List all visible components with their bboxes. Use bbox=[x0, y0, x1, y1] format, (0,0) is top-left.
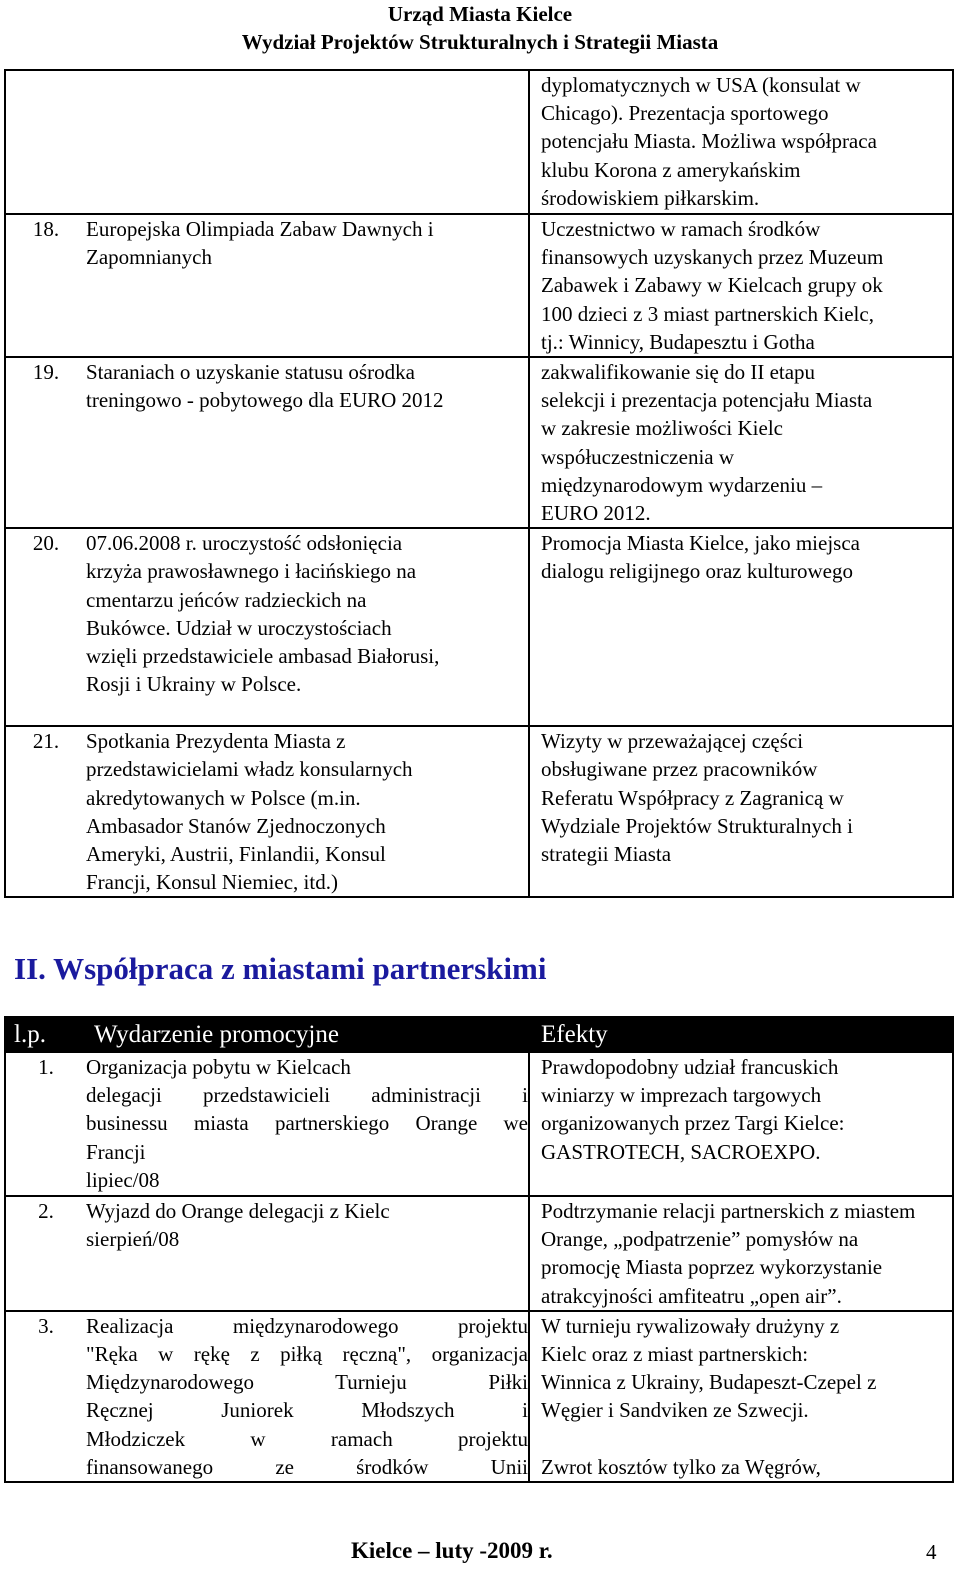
header-cell-event bbox=[5, 1017, 529, 1052]
effect-line: dyplomatycznych w USA (konsulat w bbox=[541, 73, 861, 97]
header-department: Wydział Projektów Strukturalnych i Strategii Miasta bbox=[241, 30, 719, 54]
effect-line: klubu Korona z amerykańskim bbox=[541, 157, 801, 182]
effect-line: Kielc oraz z miast partnerskich: bbox=[541, 1342, 809, 1367]
event-line: Francji, Konsul Niemiec, itd.) bbox=[86, 870, 338, 895]
table-row bbox=[5, 528, 953, 726]
event-line: Spotkania Prezydenta Miasta z bbox=[86, 729, 346, 754]
table-row bbox=[5, 726, 953, 897]
effect-line: współuczestniczenia w bbox=[541, 444, 735, 469]
table-row bbox=[5, 70, 953, 214]
effect-line: Orange, „podpatrzenie” pomysłów na bbox=[541, 1227, 859, 1252]
effect-line: Chicago). Prezentacja sportowego bbox=[541, 101, 829, 126]
effect-line: strategii Miasta bbox=[541, 842, 672, 867]
event-line: Międzynarodowego Turnieju Piłki bbox=[86, 1370, 528, 1395]
row-number: 21. bbox=[32, 729, 60, 754]
footer-place-date: Kielce – luty -2009 r. bbox=[351, 1538, 553, 1563]
effect-line: Prawdopodobny udział francuskich bbox=[541, 1055, 839, 1079]
effect-cell bbox=[529, 70, 953, 214]
event-line: businessu miasta partnerskiego Orange we bbox=[86, 1111, 528, 1136]
effect-line: Uczestnictwo w ramach środków bbox=[541, 217, 821, 241]
row-number: 1. bbox=[38, 1055, 54, 1079]
effect-cell bbox=[529, 1311, 953, 1482]
event-line: Rosji i Ukrainy w Polsce. bbox=[86, 672, 302, 697]
event-cell bbox=[5, 1196, 529, 1311]
effect-line: Podtrzymanie relacji partnerskich z miastem bbox=[541, 1199, 916, 1223]
effect-line: selekcji i prezentacja potencjału Miasta bbox=[541, 388, 873, 413]
effect-line: Zwrot kosztów tylko za Węgrów, bbox=[541, 1454, 821, 1479]
event-line: Ręcznej Juniorek Młodszych i bbox=[86, 1398, 528, 1423]
effect-line bbox=[541, 1425, 946, 1453]
row-number: 20. bbox=[32, 531, 60, 556]
event-line: Organizacja pobytu w Kielcach bbox=[86, 1055, 351, 1079]
event-line: Francji bbox=[86, 1139, 146, 1164]
effect-line: środowiskiem piłkarskim. bbox=[541, 185, 760, 210]
effect-line: tj.: Winnicy, Budapesztu i Gotha bbox=[541, 329, 815, 354]
page-number: 4 bbox=[926, 1540, 937, 1564]
row-number: 18. bbox=[32, 217, 60, 241]
event-cell bbox=[5, 70, 529, 214]
table-row bbox=[5, 1052, 953, 1196]
effect-line: Promocja Miasta Kielce, jako miejsca bbox=[541, 531, 860, 556]
event-line: Wyjazd do Orange delegacji z Kielc bbox=[86, 1199, 390, 1223]
effect-cell bbox=[529, 1196, 953, 1311]
event-line: wzięli przedstawiciele ambasad Białorusi, bbox=[86, 644, 440, 669]
effect-line: Węgier i Sandviken ze Szwecji. bbox=[541, 1398, 809, 1423]
effect-cell bbox=[529, 357, 953, 528]
row-number: 19. bbox=[32, 360, 60, 385]
effect-line: międzynarodowym wydarzeniu – bbox=[541, 472, 823, 497]
effect-line: Referatu Współpracy z Zagranicą w bbox=[541, 785, 844, 810]
header-cell-effect bbox=[529, 1017, 953, 1052]
effect-line: atrakcyjności amfiteatru „open air”. bbox=[541, 1283, 842, 1308]
effect-line: EURO 2012. bbox=[541, 501, 651, 526]
effect-line: promocję Miasta poprzez wykorzystanie bbox=[541, 1255, 883, 1280]
table-header-row bbox=[5, 1017, 953, 1052]
event-line: sierpień/08 bbox=[86, 1227, 180, 1252]
event-cell bbox=[5, 1052, 529, 1196]
event-line: 07.06.2008 r. uroczystość odsłonięcia bbox=[86, 531, 403, 556]
event-line: cmentarzu jeńców radzieckich na bbox=[86, 587, 367, 612]
event-cell bbox=[5, 214, 529, 357]
effect-line: Zabawek i Zabawy w Kielcach grupy ok bbox=[541, 273, 883, 298]
effect-line: Wizyty w przeważającej części bbox=[541, 729, 804, 754]
event-cell bbox=[5, 357, 529, 528]
event-line: krzyża prawosławnego i łacińskiego na bbox=[86, 559, 417, 584]
effect-cell bbox=[529, 726, 953, 897]
header-office: Urząd Miasta Kielce bbox=[387, 2, 573, 26]
event-line: Ambasador Stanów Zjednoczonych bbox=[86, 813, 386, 838]
header-event: Wydarzenie promocyjne bbox=[94, 1021, 339, 1048]
event-cell bbox=[5, 1311, 529, 1482]
effect-line: Wydziale Projektów Strukturalnych i bbox=[541, 813, 853, 838]
effect-line: dialogu religijnego oraz kulturowego bbox=[541, 559, 853, 584]
table-row bbox=[5, 357, 953, 528]
header-lp: l.p. bbox=[14, 1021, 46, 1048]
event-line: Staraniach o uzyskanie statusu ośrodka bbox=[86, 360, 415, 385]
section-title: II. Współpraca z miastami partnerskimi bbox=[14, 951, 547, 986]
effect-line: w zakresie możliwości Kielc bbox=[541, 416, 783, 441]
event-line: Realizacja międzynarodowego projektu bbox=[86, 1313, 528, 1338]
event-line: treningowo - pobytowego dla EURO 2012 bbox=[86, 388, 444, 413]
event-line: lipiec/08 bbox=[86, 1167, 160, 1192]
event-line: Młodziczek w ramach projektu bbox=[86, 1426, 528, 1451]
effect-line: Winnica z Ukrainy, Budapeszt-Czepel z bbox=[541, 1370, 877, 1395]
event-line: akredytowanych w Polsce (m.in. bbox=[86, 785, 361, 810]
table-row bbox=[5, 214, 953, 357]
partner-cities-table bbox=[4, 1016, 954, 1483]
effect-line: GASTROTECH, SACROEXPO. bbox=[541, 1139, 821, 1164]
table-row bbox=[5, 1311, 953, 1482]
promotion-events-table bbox=[4, 69, 954, 898]
event-cell bbox=[5, 726, 529, 897]
effect-line: finansowych uzyskanych przez Muzeum bbox=[541, 245, 884, 270]
effect-line: organizowanych przez Targi Kielce: bbox=[541, 1111, 845, 1136]
event-line: Bukówce. Udział w uroczystościach bbox=[86, 615, 392, 640]
row-number: 3. bbox=[38, 1313, 54, 1338]
effect-line: 100 dzieci z 3 miast partnerskich Kielc, bbox=[541, 301, 874, 326]
effect-cell bbox=[529, 214, 953, 357]
event-line: Ameryki, Austrii, Finlandii, Konsul bbox=[86, 842, 386, 867]
event-cell bbox=[5, 528, 529, 726]
effect-line: winiarzy w imprezach targowych bbox=[541, 1083, 822, 1108]
effect-line: potencjału Miasta. Możliwa współpraca bbox=[541, 129, 877, 154]
effect-line: obsługiwane przez pracowników bbox=[541, 757, 818, 782]
effect-line: zakwalifikowanie się do II etapu bbox=[541, 360, 816, 385]
document-header bbox=[0, 0, 960, 56]
row-number: 2. bbox=[38, 1199, 54, 1223]
event-line: finansowanego ze środków Unii bbox=[86, 1454, 528, 1479]
effect-cell bbox=[529, 528, 953, 726]
header-effect: Efekty bbox=[541, 1021, 608, 1048]
event-line: "Ręka w rękę z piłką ręczną", organizacja bbox=[86, 1342, 528, 1367]
event-line: przedstawicielami władz konsularnych bbox=[86, 757, 413, 782]
event-line: Europejska Olimpiada Zabaw Dawnych i bbox=[86, 217, 434, 241]
event-line: Zapomnianych bbox=[86, 245, 212, 270]
effect-cell bbox=[529, 1052, 953, 1196]
event-line: delegacji przedstawicieli administracji i bbox=[86, 1083, 528, 1108]
effect-line: W turnieju rywalizowały drużyny z bbox=[541, 1313, 840, 1338]
table-row bbox=[5, 1196, 953, 1311]
